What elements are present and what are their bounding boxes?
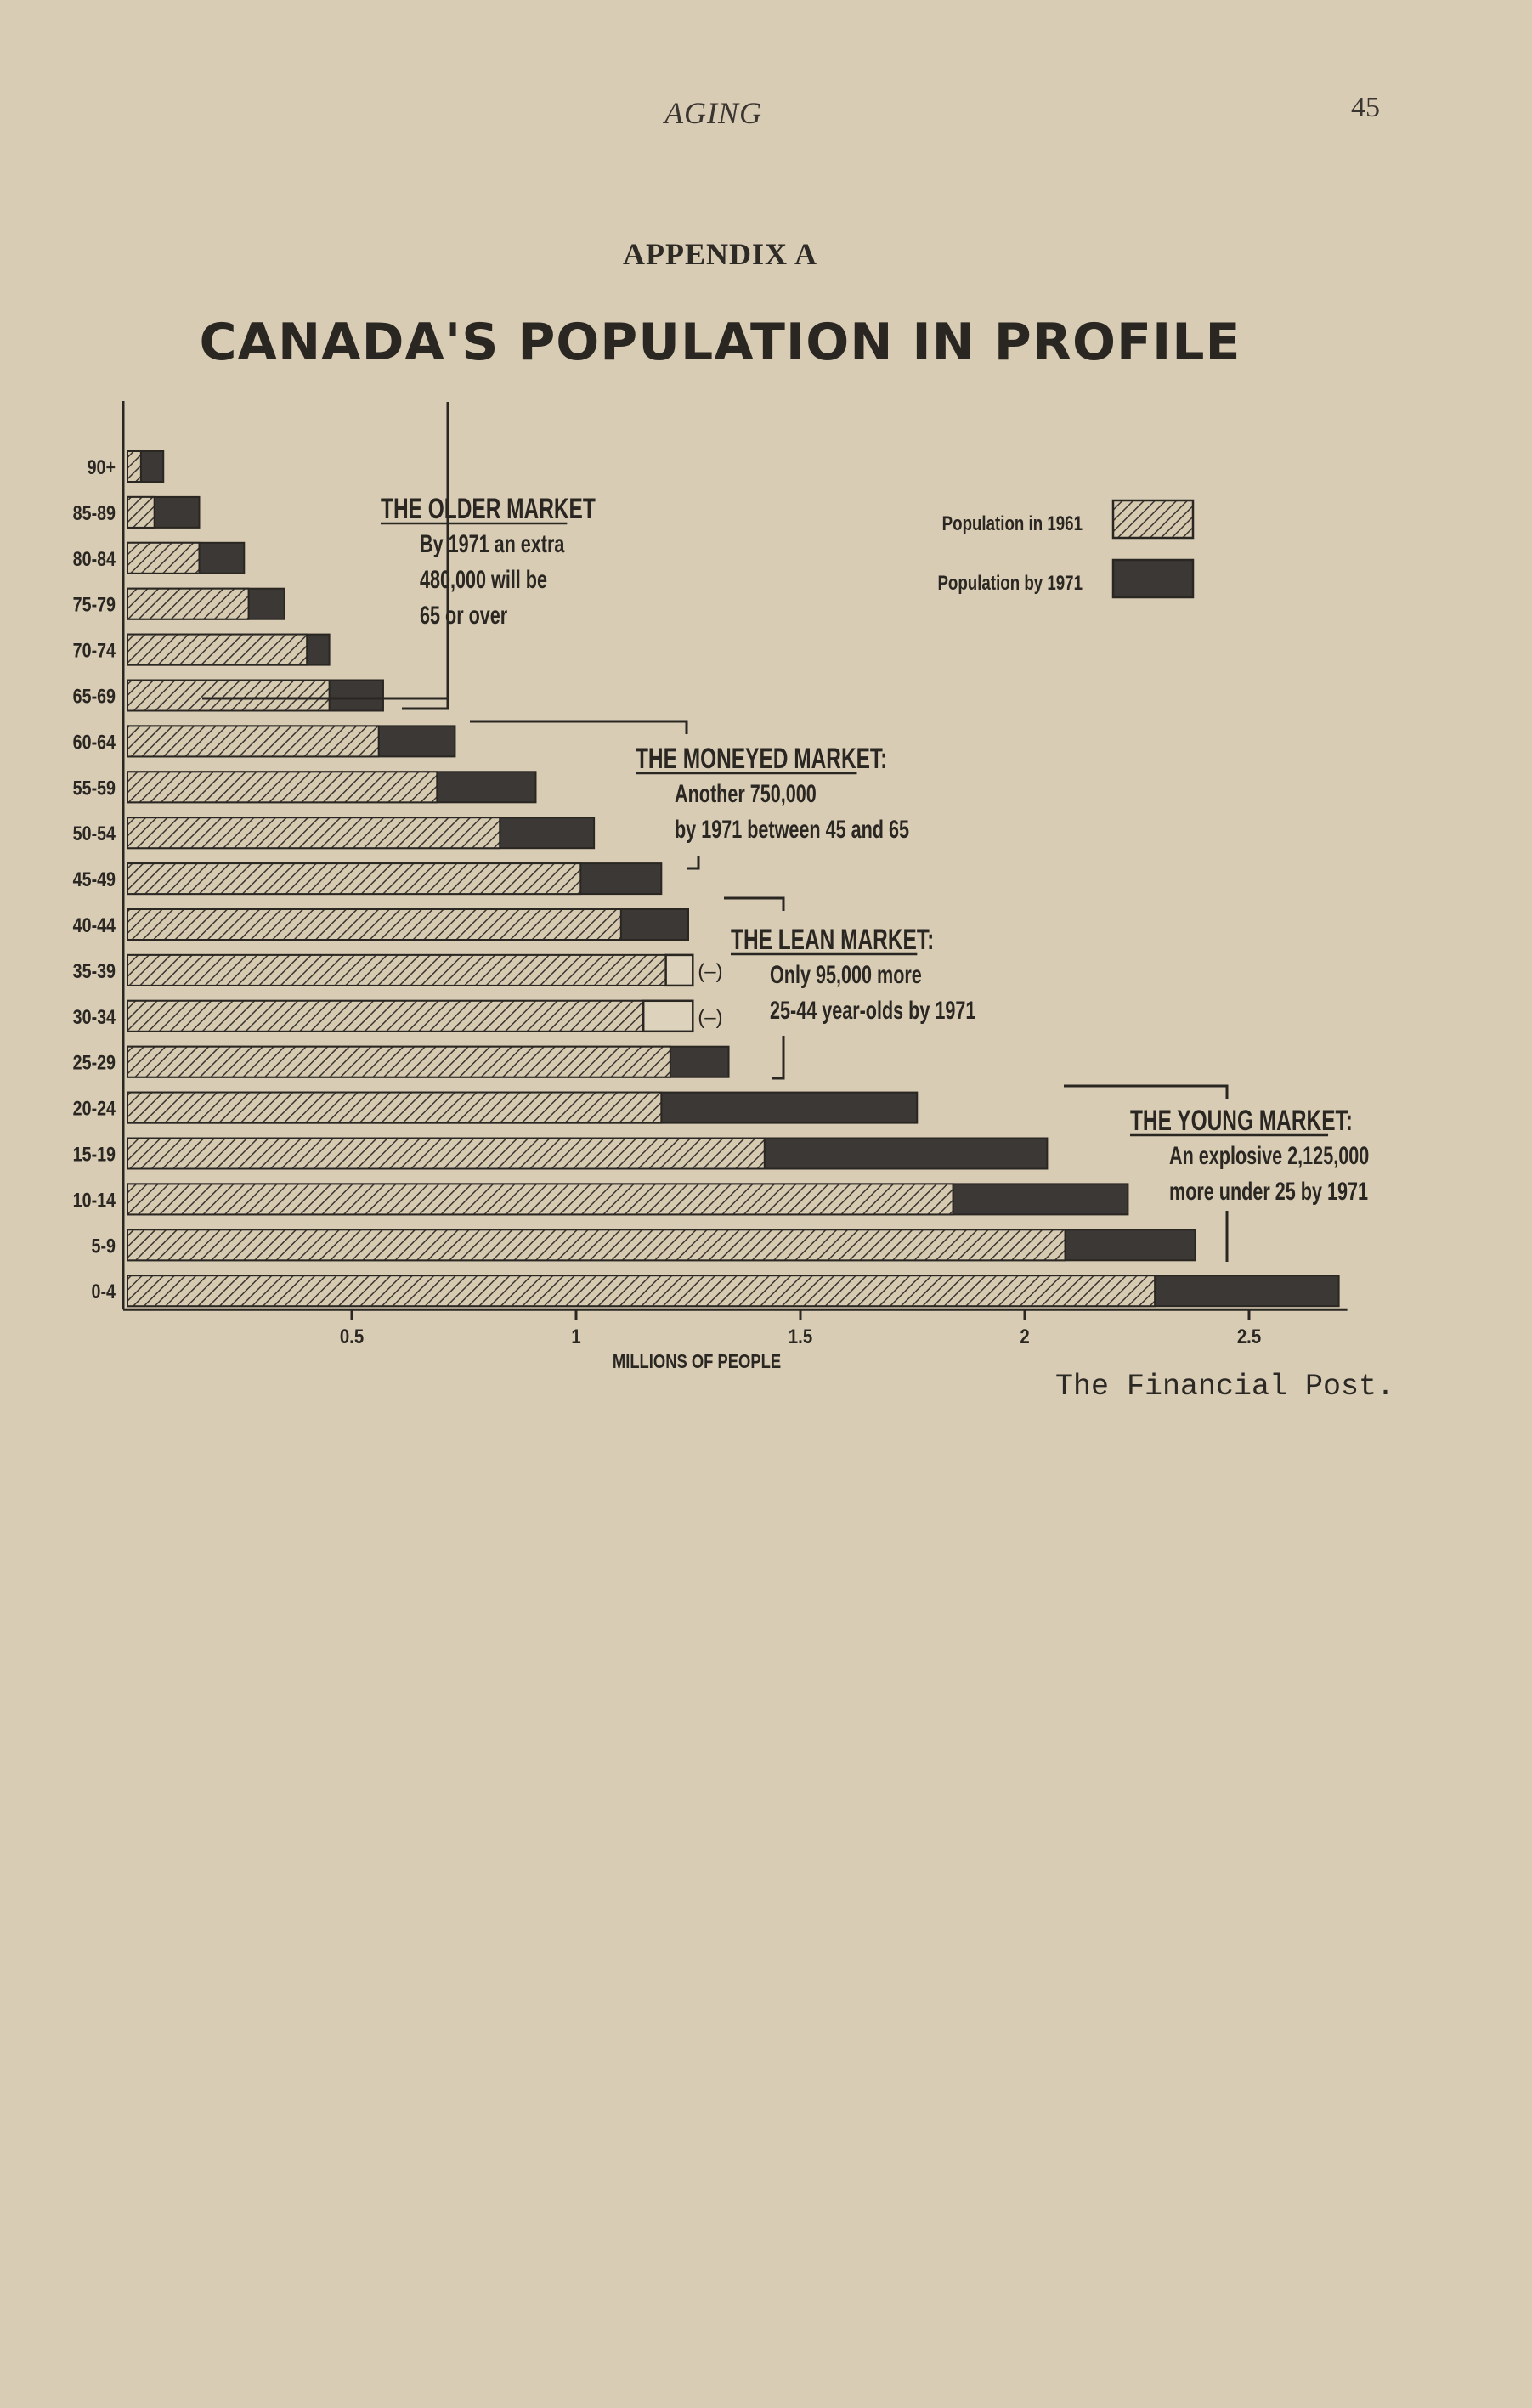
annotation-heading: THE OLDER MARKET xyxy=(381,493,596,526)
appendix-heading: APPENDIX A xyxy=(622,237,817,271)
y-tick-label: 10-14 xyxy=(72,1188,116,1212)
decline-marker-label: (–) xyxy=(698,1005,723,1029)
y-tick-label: 15-19 xyxy=(72,1142,116,1166)
y-tick-label: 40-44 xyxy=(72,913,116,937)
bar-1961 xyxy=(127,909,621,940)
x-tick-label: 2 xyxy=(1020,1325,1030,1348)
annotation-heading: THE MONEYED MARKET: xyxy=(636,743,888,776)
annotation-text: An explosive 2,125,000 xyxy=(1169,1140,1370,1170)
bar-1961 xyxy=(127,772,437,802)
bar-1961 xyxy=(127,1047,670,1077)
y-tick-label: 80-84 xyxy=(72,546,116,571)
bar-1961 xyxy=(127,635,307,665)
y-tick-label: 0-4 xyxy=(91,1280,116,1303)
annotation-text: by 1971 between 45 and 65 xyxy=(675,814,909,844)
bar-1961 xyxy=(127,681,330,711)
bar-1961 xyxy=(127,955,666,986)
y-tick-label: 45-49 xyxy=(72,868,116,891)
bracket-line xyxy=(1064,1086,1227,1099)
bar-1961 xyxy=(127,589,249,619)
decline-box xyxy=(643,1001,693,1032)
x-tick-label: 1 xyxy=(571,1325,581,1348)
bar-1961 xyxy=(127,543,199,574)
y-tick-label: 20-24 xyxy=(72,1096,116,1121)
x-tick-label: 2.5 xyxy=(1236,1325,1262,1348)
bar-1961 xyxy=(127,1139,765,1169)
annotation-text: Another 750,000 xyxy=(675,778,817,808)
annotation-heading: THE YOUNG MARKET: xyxy=(1130,1105,1353,1138)
x-tick-label: 1.5 xyxy=(788,1325,813,1348)
legend-label: Population by 1971 xyxy=(937,571,1083,595)
bar-1961 xyxy=(127,497,155,528)
bar-1961 xyxy=(127,1184,953,1214)
population-bar-chart xyxy=(0,391,1532,1427)
annotation-text: 480,000 will be xyxy=(420,564,548,594)
x-tick-label: 0.5 xyxy=(339,1325,365,1348)
x-axis-label: MILLIONS OF PEOPLE xyxy=(612,1351,782,1373)
bar-1961 xyxy=(127,1093,661,1123)
y-tick-label: 55-59 xyxy=(72,776,116,800)
decline-marker-label: (–) xyxy=(698,959,723,983)
y-tick-label: 35-39 xyxy=(72,959,116,983)
annotation-text: By 1971 an extra xyxy=(420,529,565,558)
y-tick-label: 65-69 xyxy=(72,684,116,708)
bar-1961 xyxy=(127,817,500,848)
y-tick-label: 25-29 xyxy=(72,1050,116,1075)
annotation-text: 25-44 year-olds by 1971 xyxy=(770,995,976,1025)
y-tick-label: 75-79 xyxy=(72,592,116,617)
annotation-heading: THE LEAN MARKET: xyxy=(731,924,935,957)
bar-1961 xyxy=(127,1275,1155,1306)
legend-label: Population in 1961 xyxy=(941,512,1083,535)
chart-title: CANADA'S POPULATION IN PROFILE xyxy=(199,313,1241,372)
y-tick-label: 50-54 xyxy=(72,822,116,845)
bracket-line xyxy=(687,856,698,868)
bracket-line xyxy=(724,898,783,911)
page-number: 45 xyxy=(1351,92,1380,123)
y-tick-label: 85-89 xyxy=(72,501,116,525)
annotation-text: more under 25 by 1971 xyxy=(1169,1176,1368,1206)
bar-1961 xyxy=(127,451,141,482)
annotation-text: Only 95,000 more xyxy=(770,959,922,989)
y-tick-label: 70-74 xyxy=(72,638,116,663)
decline-box xyxy=(666,955,693,986)
running-head: AGING xyxy=(664,96,762,130)
y-tick-label: 90+ xyxy=(87,455,116,479)
bracket-line xyxy=(772,1036,783,1078)
source-credit: The Financial Post. xyxy=(1055,1370,1395,1404)
bar-1961 xyxy=(127,1229,1066,1260)
legend-swatch-1961 xyxy=(1113,500,1193,538)
annotation-text: 65 or over xyxy=(420,600,508,630)
legend-swatch-1971 xyxy=(1113,560,1193,597)
bar-1961 xyxy=(127,1001,643,1032)
bar-1961 xyxy=(127,863,580,894)
bracket-line xyxy=(470,721,687,734)
y-tick-label: 30-34 xyxy=(72,1004,116,1029)
y-tick-label: 60-64 xyxy=(72,730,116,754)
bar-1961 xyxy=(127,726,379,756)
page-header xyxy=(0,92,1532,146)
y-tick-label: 5-9 xyxy=(91,1234,116,1258)
chart-area xyxy=(0,391,1532,1427)
